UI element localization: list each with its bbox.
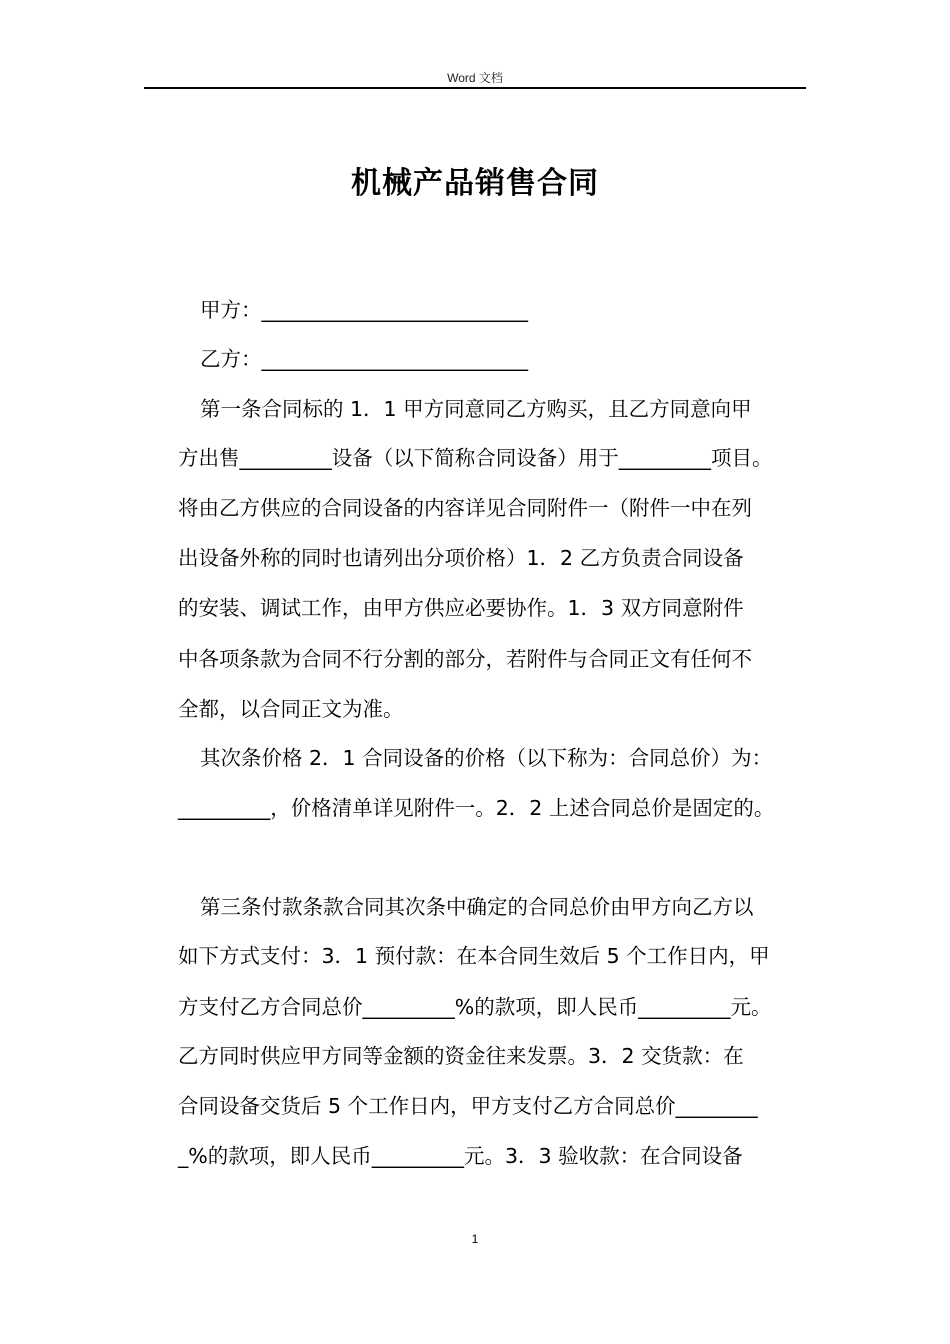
document-title: 机械产品销售合同 [351,166,599,201]
page-number: 1 [471,1232,479,1246]
page-header-text: Word 文档 [447,71,503,85]
body-line-7: 全都，以合同正文为准。 [178,697,404,721]
body-line-3: 将由乙方供应的合同设备的内容详见合同附件一（附件一中在列 [178,496,752,520]
body-line-2: 方出售_________设备（以下简称合同设备）用于_________项目。 [178,446,773,470]
body-line-14: 合同设备交货后 5 个工作日内，甲方支付乙方合同总价________ [178,1094,758,1118]
party-b-line: 乙方：__________________________ [200,347,528,371]
party-a-line: 甲方：__________________________ [200,298,528,322]
body-line-11: 如下方式支付：3．1 预付款：在本合同生效后 5 个工作日内，甲 [178,944,770,968]
body-line-1: 第一条合同标的 1．1 甲方同意同乙方购买，且乙方同意向甲 [200,397,752,421]
body-line-15: _%的款项，即人民币_________元。3．3 验收款：在合同设备 [178,1144,743,1168]
body-line-13: 乙方同时供应甲方同等金额的资金往来发票。3．2 交货款：在 [178,1044,744,1068]
body-line-6: 中各项条款为合同不行分割的部分，若附件与合同正文有任何不 [178,647,752,671]
body-line-12: 方支付乙方合同总价_________%的款项，即人民币_________元。 [178,995,772,1019]
body-line-5: 的安装、调试工作，由甲方供应必要协作。1．3 双方同意附件 [178,596,744,620]
body-line-10: 第三条付款条款合同其次条中确定的合同总价由甲方向乙方以 [200,895,754,919]
body-line-9: _________，价格清单详见附件一。2．2 上述合同总价是固定的。 [178,796,775,820]
body-line-8: 其次条价格 2．1 合同设备的价格（以下称为：合同总价）为： [200,746,773,770]
header-rule [144,87,806,89]
body-line-4: 出设备外称的同时也请列出分项价格）1．2 乙方负责合同设备 [178,546,744,570]
